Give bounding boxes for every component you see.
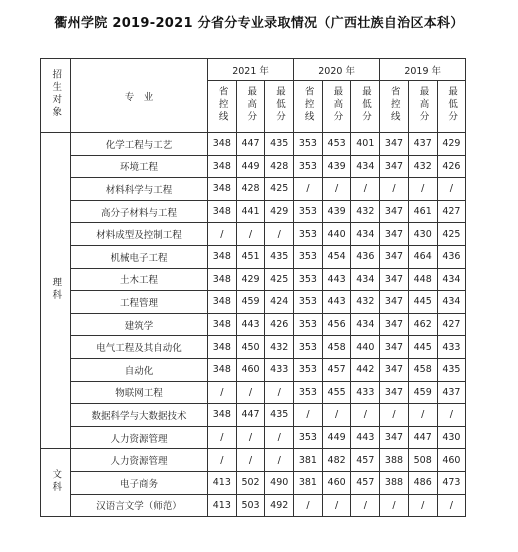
score-cell: / [294,404,323,427]
table-row [41,426,466,449]
score-cell: 457 [322,358,351,381]
sub-header-cell [294,81,323,133]
table-row [41,494,466,517]
score-cell: 434 [351,313,380,336]
sub-header-label: 省控线 [388,86,400,124]
score-cell: 442 [351,358,380,381]
score-cell: 443 [351,426,380,449]
score-cell: 443 [322,268,351,291]
score-cell: 449 [322,426,351,449]
score-cell: 435 [265,133,294,156]
sub-header-label: 最低分 [360,86,372,124]
score-cell: 353 [294,426,323,449]
score-cell: 428 [265,155,294,178]
score-cell: 425 [265,268,294,291]
score-cell: 347 [380,381,409,404]
score-cell: 348 [208,200,237,223]
score-cell: 435 [265,404,294,427]
score-cell: / [437,494,466,517]
score-cell: 443 [236,313,265,336]
score-cell: 347 [380,133,409,156]
score-cell: / [437,404,466,427]
score-cell: 459 [408,381,437,404]
score-cell: / [322,404,351,427]
year-header-2021: 2021 年 [208,59,294,81]
score-cell: 450 [236,336,265,359]
score-cell: 348 [208,313,237,336]
score-cell: 473 [437,471,466,494]
score-cell: 432 [351,200,380,223]
page-title: 衢州学院 2019-2021 分省分专业录取情况（广西壮族自治区本科） [54,16,464,31]
score-cell: 443 [322,291,351,314]
major-name: 材料成型及控制工程 [71,223,208,246]
score-cell: 451 [236,245,265,268]
score-cell: 460 [236,358,265,381]
score-cell: 432 [351,291,380,314]
score-cell: 435 [437,358,466,381]
score-cell: 353 [294,155,323,178]
score-cell: 462 [408,313,437,336]
score-cell: 439 [322,155,351,178]
score-cell: 347 [380,200,409,223]
score-cell: 458 [408,358,437,381]
score-cell: 502 [236,471,265,494]
score-cell: 353 [294,223,323,246]
category-header-label: 招生对象 [50,69,62,119]
score-cell: / [294,178,323,201]
score-cell: 430 [437,426,466,449]
sub-header-cell [380,81,409,133]
score-cell: 453 [322,133,351,156]
score-cell: 353 [294,358,323,381]
sub-header-cell [208,81,237,133]
score-cell: 430 [408,223,437,246]
score-cell: 432 [265,336,294,359]
score-cell: 347 [380,245,409,268]
score-cell: 347 [380,336,409,359]
score-cell: 449 [236,155,265,178]
score-cell: 429 [265,200,294,223]
score-cell: 347 [380,426,409,449]
score-cell: 460 [437,449,466,472]
table-row [41,358,466,381]
score-cell: 448 [408,268,437,291]
score-cell: 436 [437,245,466,268]
sub-header-cell [265,81,294,133]
score-cell: / [236,223,265,246]
score-cell: 413 [208,494,237,517]
score-cell: 435 [265,245,294,268]
score-cell: 433 [351,381,380,404]
score-cell: 426 [265,313,294,336]
score-cell: 482 [322,449,351,472]
score-cell: 434 [351,268,380,291]
score-cell: 456 [322,313,351,336]
table-row [41,178,466,201]
sub-header-cell [351,81,380,133]
score-cell: 439 [322,200,351,223]
table-row [41,404,466,427]
score-cell: 437 [408,133,437,156]
category-label: 理科 [50,276,62,302]
major-name: 材料科学与工程 [71,178,208,201]
score-cell: / [265,426,294,449]
major-name: 环境工程 [71,155,208,178]
score-cell: / [380,178,409,201]
score-cell: 433 [265,358,294,381]
score-cell: 353 [294,133,323,156]
score-cell: 353 [294,313,323,336]
score-cell: 348 [208,155,237,178]
sub-header-label: 省控线 [302,86,314,124]
major-header-label: 专 业 [124,91,154,103]
score-cell: 347 [380,268,409,291]
score-cell: 401 [351,133,380,156]
score-cell: 464 [408,245,437,268]
score-cell: / [351,178,380,201]
score-cell: 413 [208,471,237,494]
score-cell: 428 [236,178,265,201]
score-cell: 353 [294,268,323,291]
score-cell: 454 [322,245,351,268]
table-row [41,449,466,472]
table-row [41,200,466,223]
score-cell: 348 [208,358,237,381]
score-cell: 458 [322,336,351,359]
score-cell: 429 [437,133,466,156]
table-row [41,155,466,178]
score-cell: / [208,449,237,472]
score-cell: 348 [208,245,237,268]
score-cell: 447 [236,133,265,156]
major-name: 高分子材料与工程 [71,200,208,223]
score-cell: 436 [351,245,380,268]
score-cell: / [208,223,237,246]
major-name: 电气工程及其自动化 [71,336,208,359]
score-cell: / [236,449,265,472]
score-cell: 447 [236,404,265,427]
admission-table [40,58,466,517]
score-cell: 347 [380,358,409,381]
table-row [41,471,466,494]
score-cell: / [408,178,437,201]
score-cell: 457 [351,449,380,472]
score-cell: 434 [437,268,466,291]
score-cell: 347 [380,155,409,178]
score-cell: 348 [208,133,237,156]
major-name: 工程管理 [71,291,208,314]
score-cell: 353 [294,291,323,314]
major-name: 数据科学与大数据技术 [71,404,208,427]
major-name: 物联网工程 [71,381,208,404]
score-cell: / [294,494,323,517]
category-label: 文科 [50,468,62,494]
score-cell: 440 [322,223,351,246]
year-header-2020: 2020 年 [294,59,380,81]
score-cell: 424 [265,291,294,314]
score-cell: / [408,404,437,427]
score-cell: 348 [208,268,237,291]
score-cell: 457 [351,471,380,494]
score-cell: / [351,404,380,427]
score-cell: 460 [322,471,351,494]
score-cell: 461 [408,200,437,223]
table-row [41,336,466,359]
score-cell: / [236,426,265,449]
major-name: 土木工程 [71,268,208,291]
score-cell: / [265,223,294,246]
score-cell: 388 [380,471,409,494]
score-cell: 486 [408,471,437,494]
table-row [41,291,466,314]
category-cell [41,449,71,517]
score-cell: 426 [437,155,466,178]
category-header [41,59,71,133]
score-cell: 348 [208,291,237,314]
sub-header-cell [322,81,351,133]
score-cell: 492 [265,494,294,517]
score-cell: / [351,494,380,517]
major-name: 人力资源管理 [71,449,208,472]
score-cell: 445 [408,291,437,314]
sub-header-cell [408,81,437,133]
score-cell: / [208,381,237,404]
score-cell: / [322,494,351,517]
score-cell: 429 [236,268,265,291]
score-cell: 381 [294,449,323,472]
score-cell: / [437,178,466,201]
score-cell: 425 [265,178,294,201]
sub-header-label: 最低分 [273,86,285,124]
score-cell: 455 [322,381,351,404]
score-cell: 347 [380,313,409,336]
sub-header-label: 省控线 [216,86,228,124]
score-cell: 434 [351,223,380,246]
major-name: 自动化 [71,358,208,381]
major-name: 电子商务 [71,471,208,494]
sub-header-label: 最高分 [417,86,429,124]
score-cell: 427 [437,313,466,336]
score-cell: 353 [294,245,323,268]
score-cell: / [408,494,437,517]
score-cell: 347 [380,291,409,314]
major-name: 汉语言文学（师范） [71,494,208,517]
score-cell: 425 [437,223,466,246]
score-cell: 433 [437,336,466,359]
score-cell: 503 [236,494,265,517]
table-row [41,313,466,336]
score-cell: 445 [408,336,437,359]
score-cell: 441 [236,200,265,223]
table-row [41,223,466,246]
score-cell: 447 [408,426,437,449]
score-cell: 508 [408,449,437,472]
score-cell: 434 [437,291,466,314]
score-cell: 348 [208,178,237,201]
table-row [41,268,466,291]
sub-header-cell [236,81,265,133]
score-cell: 459 [236,291,265,314]
score-cell: 434 [351,155,380,178]
table-row [41,133,466,156]
score-cell: 432 [408,155,437,178]
score-cell: 427 [437,200,466,223]
category-cell [41,133,71,449]
score-cell: / [380,494,409,517]
major-header [71,59,208,133]
score-cell: 437 [437,381,466,404]
score-cell: 348 [208,404,237,427]
table-row [41,381,466,404]
score-cell: 381 [294,471,323,494]
major-name: 人力资源管理 [71,426,208,449]
score-cell: / [322,178,351,201]
score-cell: / [380,404,409,427]
sub-header-cell [437,81,466,133]
major-name: 机械电子工程 [71,245,208,268]
score-cell: / [236,381,265,404]
score-cell: 353 [294,200,323,223]
score-cell: / [208,426,237,449]
score-cell: 490 [265,471,294,494]
major-name: 建筑学 [71,313,208,336]
table-row [41,245,466,268]
score-cell: / [265,381,294,404]
score-cell: 388 [380,449,409,472]
score-cell: 347 [380,223,409,246]
score-cell: 353 [294,336,323,359]
score-cell: 353 [294,381,323,404]
sub-header-label: 最高分 [331,86,343,124]
score-cell: / [265,449,294,472]
sub-header-label: 最低分 [446,86,458,124]
score-cell: 348 [208,336,237,359]
year-header-2019: 2019 年 [380,59,466,81]
sub-header-label: 最高分 [245,86,257,124]
score-cell: 440 [351,336,380,359]
major-name: 化学工程与工艺 [71,133,208,156]
